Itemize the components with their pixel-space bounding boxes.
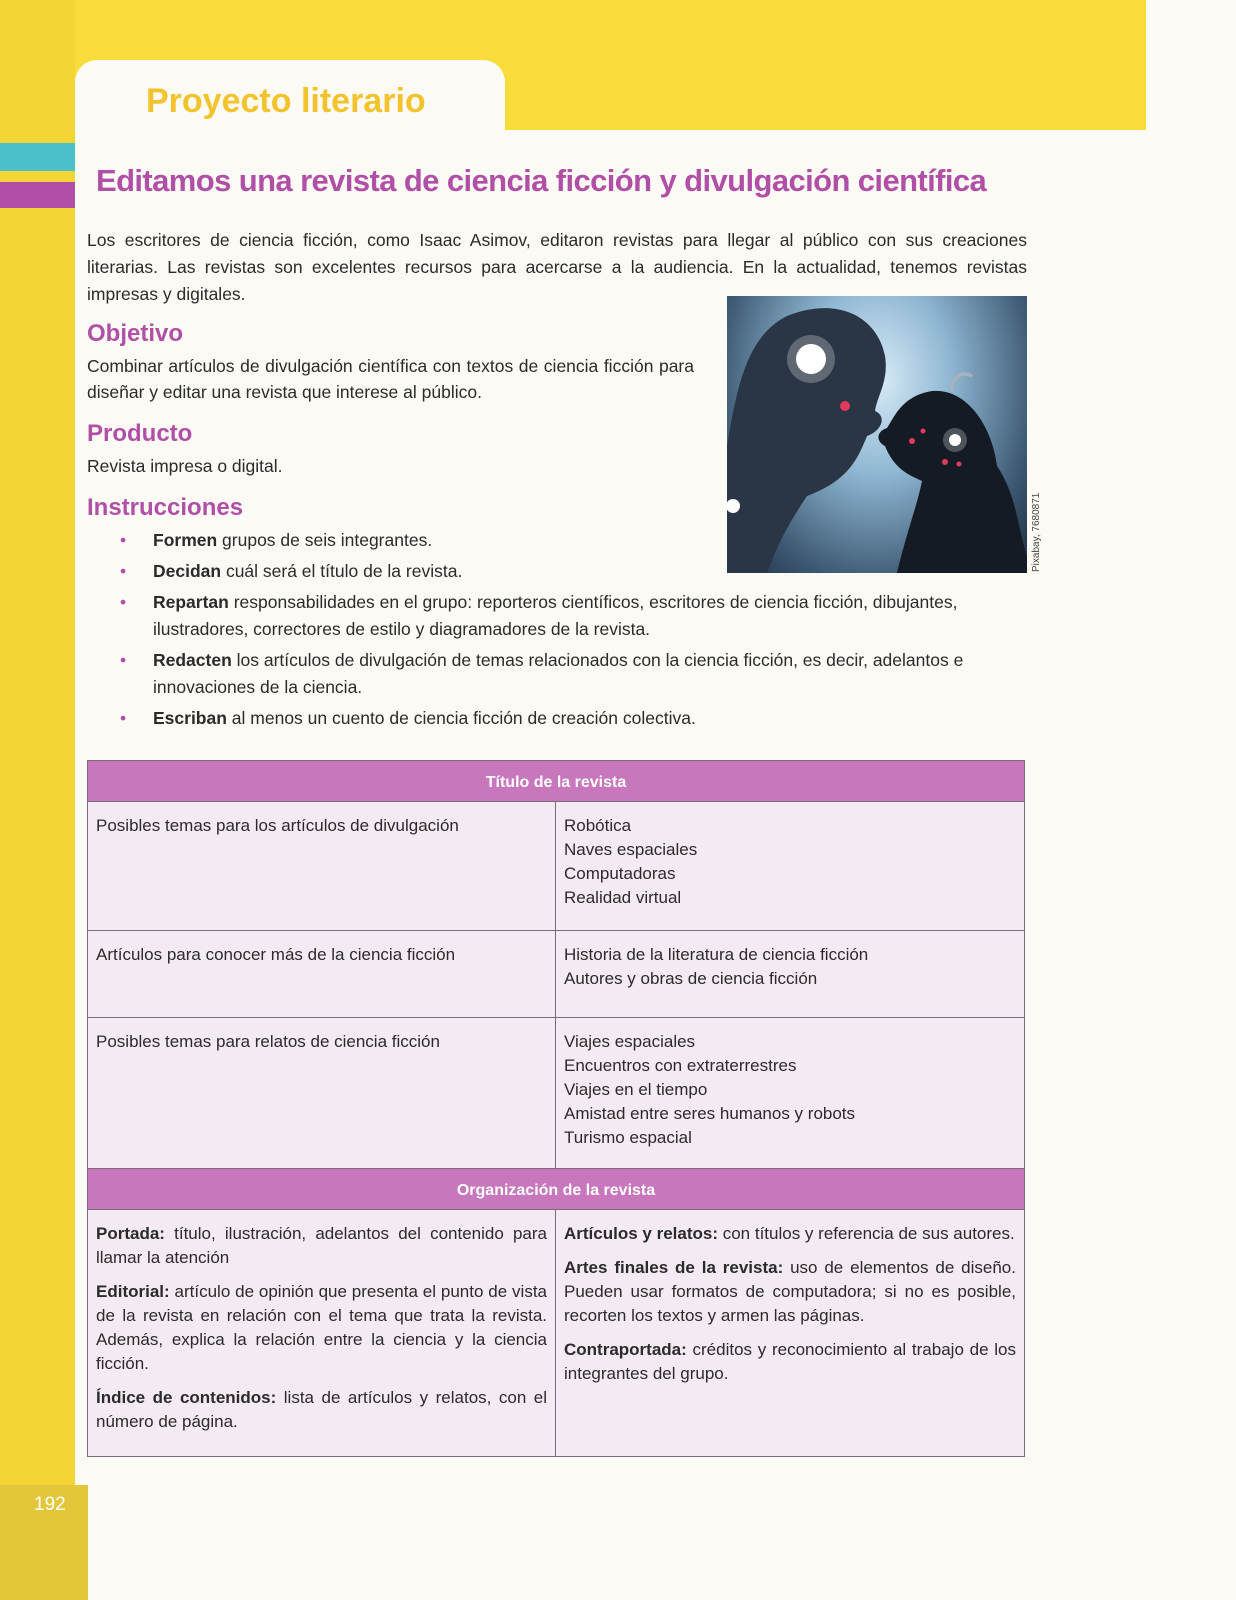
list-item: Viajes en el tiempo <box>564 1080 708 1099</box>
section-label: Proyecto literario <box>146 82 426 120</box>
magazine-table <box>87 760 1025 1457</box>
table-row <box>88 1018 1024 1169</box>
list-item <box>87 527 1027 554</box>
product-text: Revista impresa o digital. <box>87 456 283 476</box>
instruction-text: grupos de seis integrantes. <box>217 530 433 550</box>
magenta-accent-bar <box>0 182 75 208</box>
org-term: Editorial: <box>96 1282 170 1301</box>
org-desc: artículo de opinión que presenta el punto de vista de la revista en relación con el tema que trata la revista. Además, explica la relación entre la ciencia y la ciencia ficción. <box>96 1282 547 1373</box>
list-item: Naves espaciales <box>564 840 698 859</box>
list-item <box>87 589 1027 643</box>
row-items <box>556 1018 1024 1168</box>
objective-text: Combinar artículos de divulgación científica con textos de ciencia ficción para diseñar y editar una revista que interese al público. <box>87 356 694 402</box>
list-item <box>564 1222 1016 1246</box>
instruction-text: responsabilidades en el grupo: reporteros científicos, escritores de ciencia ficción, dibujantes, ilustradores, correctores de estilo y diagramadores de la revista. <box>153 592 958 639</box>
list-item: Computadoras <box>564 864 676 883</box>
instruction-verb: Decidan <box>153 561 222 581</box>
org-desc: con títulos y referencia de sus autores. <box>718 1224 1015 1243</box>
instructions-list <box>87 527 1027 736</box>
photo-credit: Pixabay, 7680871 <box>1031 492 1042 572</box>
list-item: Encuentros con extraterrestres <box>564 1056 797 1075</box>
instructions-heading: Instrucciones <box>87 494 244 521</box>
row-label: Posibles temas para relatos de ciencia ficción <box>88 1018 556 1168</box>
org-desc: uso de elementos de diseño. Pueden usar formatos de computadora; si no es posible, recorten los textos y armen las páginas. <box>564 1258 1016 1325</box>
instruction-verb: Repartan <box>153 592 229 612</box>
row-items <box>556 931 1024 1017</box>
instruction-verb: Redacten <box>153 650 232 670</box>
list-item <box>564 1338 1016 1386</box>
instruction-text: cuál será el título de la revista. <box>221 561 463 581</box>
organization-right-column <box>556 1210 1024 1456</box>
list-item: Historia de la literatura de ciencia ficción <box>564 945 869 964</box>
instruction-text: los artículos de divulgación de temas relacionados con la ciencia ficción, es decir, adelantos e innovaciones de la ciencia. <box>153 650 964 697</box>
list-item: Autores y obras de ciencia ficción <box>564 969 818 988</box>
list-item: Amistad entre seres humanos y robots <box>564 1104 856 1123</box>
product-heading: Producto <box>87 420 193 447</box>
org-desc: título, ilustración, adelantos del contenido para llamar la atención <box>96 1224 547 1267</box>
list-item: Turismo espacial <box>564 1128 692 1147</box>
org-desc: créditos y reconocimiento al trabajo de los integrantes del grupo. <box>564 1340 1016 1383</box>
page-title: Editamos una revista de ciencia ficción y divulgación científica <box>96 163 987 198</box>
org-term: Artes finales de la revista: <box>564 1258 784 1277</box>
list-item <box>96 1222 547 1270</box>
org-term: Portada: <box>96 1224 165 1243</box>
org-term: Artículos y relatos: <box>564 1224 718 1243</box>
org-desc: lista de artículos y relatos, con el número de página. <box>96 1388 547 1431</box>
list-item <box>87 705 1027 732</box>
instruction-verb: Formen <box>153 530 218 550</box>
list-item: Realidad virtual <box>564 888 682 907</box>
row-label: Artículos para conocer más de la ciencia ficción <box>88 931 556 1017</box>
list-item: Robótica <box>564 816 632 835</box>
teal-accent-bar <box>0 143 75 171</box>
org-term: Índice de contenidos: <box>96 1388 277 1407</box>
table-row <box>88 802 1024 931</box>
organization-left-column <box>88 1210 556 1456</box>
organization-row <box>88 1210 1024 1456</box>
row-label: Posibles temas para los artículos de divulgación <box>88 802 556 930</box>
table-row <box>88 931 1024 1018</box>
table-header: Título de la revista <box>88 761 1024 802</box>
list-item <box>96 1280 547 1376</box>
page-number: 192 <box>34 1494 66 1515</box>
list-item <box>96 1386 547 1434</box>
left-color-band <box>0 0 75 1485</box>
instruction-text: al menos un cuento de ciencia ficción de creación colectiva. <box>226 708 696 728</box>
intro-paragraph: Los escritores de ciencia ficción, como Isaac Asimov, editaron revistas para llegar al público con sus creaciones literarias. Las revistas son excelentes recursos para acercarse a la audiencia. En la actualidad, tenemos revistas impresas y digitales. <box>87 230 1027 304</box>
objective-heading: Objetivo <box>87 320 184 347</box>
org-term: Contraportada: <box>564 1340 687 1359</box>
list-item <box>87 647 1027 701</box>
list-item <box>564 1256 1016 1328</box>
list-item <box>87 558 1027 585</box>
row-items <box>556 802 1024 930</box>
list-item: Viajes espaciales <box>564 1032 696 1051</box>
instruction-verb: Escriban <box>153 708 227 728</box>
organization-header: Organización de la revista <box>88 1169 1024 1210</box>
